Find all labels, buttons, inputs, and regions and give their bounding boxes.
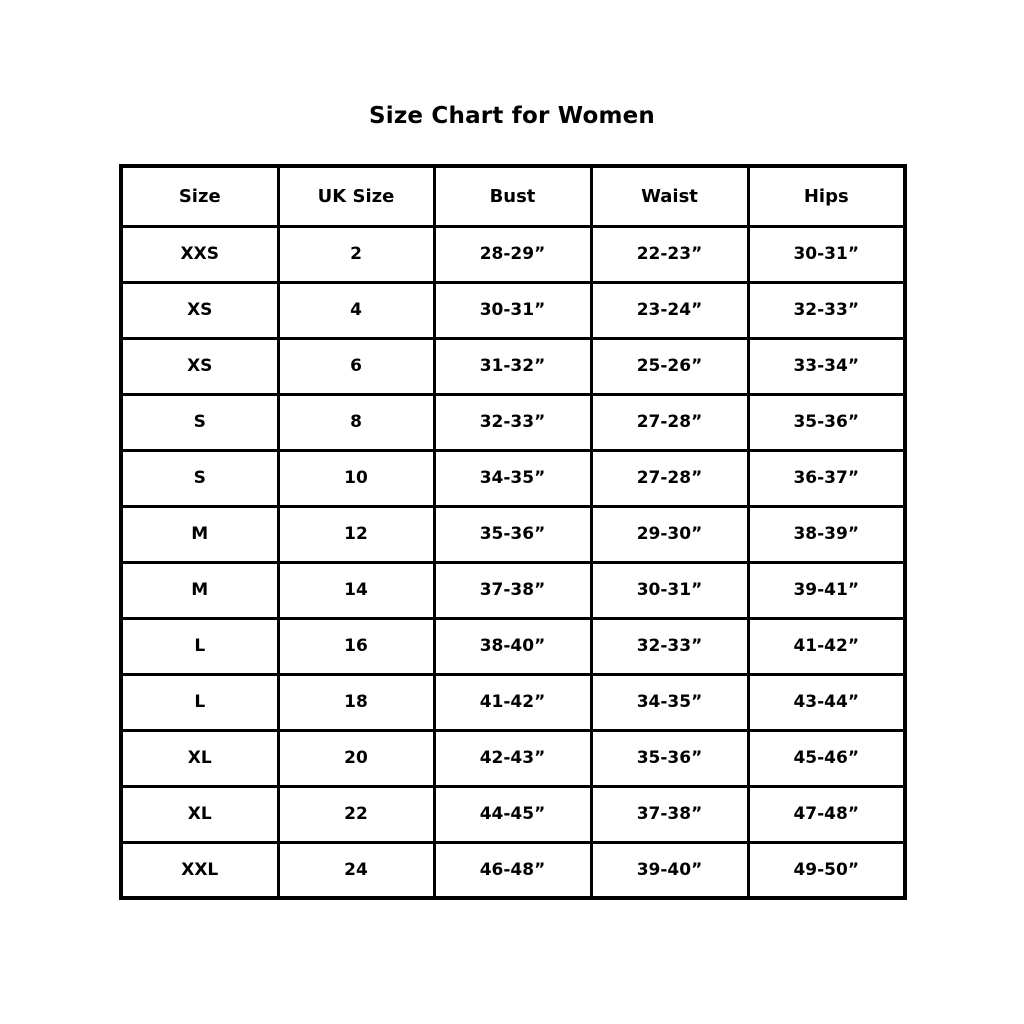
cell-size: XL	[121, 786, 278, 842]
cell-waist: 30-31”	[591, 562, 748, 618]
table-header	[121, 166, 905, 226]
table-row	[121, 450, 905, 506]
cell-waist: 23-24”	[591, 282, 748, 338]
cell-size: S	[121, 394, 278, 450]
cell-size: L	[121, 618, 278, 674]
cell-waist: 27-28”	[591, 450, 748, 506]
cell-uk-size: 14	[278, 562, 434, 618]
cell-hips: 45-46”	[748, 730, 905, 786]
page-title: Size Chart for Women	[368, 103, 655, 129]
table-row	[121, 786, 905, 842]
cell-hips: 32-33”	[748, 282, 905, 338]
cell-hips: 41-42”	[748, 618, 905, 674]
cell-uk-size: 8	[278, 394, 434, 450]
cell-bust: 42-43”	[434, 730, 591, 786]
cell-bust: 34-35”	[434, 450, 591, 506]
cell-hips: 36-37”	[748, 450, 905, 506]
cell-bust: 28-29”	[434, 226, 591, 282]
table-row	[121, 842, 905, 898]
cell-bust: 35-36”	[434, 506, 591, 562]
table-row	[121, 674, 905, 730]
cell-hips: 30-31”	[748, 226, 905, 282]
cell-uk-size: 20	[278, 730, 434, 786]
cell-hips: 47-48”	[748, 786, 905, 842]
cell-hips: 49-50”	[748, 842, 905, 898]
cell-size: XL	[121, 730, 278, 786]
cell-uk-size: 6	[278, 338, 434, 394]
cell-bust: 41-42”	[434, 674, 591, 730]
cell-size: XS	[121, 338, 278, 394]
cell-bust: 38-40”	[434, 618, 591, 674]
cell-waist: 22-23”	[591, 226, 748, 282]
column-header-waist: Waist	[591, 166, 748, 226]
cell-uk-size: 12	[278, 506, 434, 562]
cell-waist: 39-40”	[591, 842, 748, 898]
cell-uk-size: 2	[278, 226, 434, 282]
cell-uk-size: 22	[278, 786, 434, 842]
table-row	[121, 338, 905, 394]
cell-size: XXL	[121, 842, 278, 898]
cell-hips: 39-41”	[748, 562, 905, 618]
table-body	[121, 226, 905, 898]
cell-bust: 32-33”	[434, 394, 591, 450]
cell-bust: 30-31”	[434, 282, 591, 338]
cell-uk-size: 24	[278, 842, 434, 898]
cell-hips: 38-39”	[748, 506, 905, 562]
column-header-bust: Bust	[434, 166, 591, 226]
cell-size: XXS	[121, 226, 278, 282]
cell-size: M	[121, 506, 278, 562]
cell-hips: 33-34”	[748, 338, 905, 394]
column-header-uk-size: UK Size	[278, 166, 434, 226]
cell-uk-size: 4	[278, 282, 434, 338]
cell-waist: 34-35”	[591, 674, 748, 730]
cell-size: S	[121, 450, 278, 506]
cell-bust: 44-45”	[434, 786, 591, 842]
table-header-row	[121, 166, 905, 226]
table-row	[121, 282, 905, 338]
cell-bust: 46-48”	[434, 842, 591, 898]
cell-waist: 25-26”	[591, 338, 748, 394]
table-row	[121, 506, 905, 562]
cell-waist: 29-30”	[591, 506, 748, 562]
cell-waist: 27-28”	[591, 394, 748, 450]
cell-uk-size: 10	[278, 450, 434, 506]
column-header-size: Size	[121, 166, 278, 226]
table-row	[121, 730, 905, 786]
table-row	[121, 562, 905, 618]
cell-bust: 31-32”	[434, 338, 591, 394]
cell-uk-size: 18	[278, 674, 434, 730]
cell-uk-size: 16	[278, 618, 434, 674]
cell-waist: 37-38”	[591, 786, 748, 842]
column-header-hips: Hips	[748, 166, 905, 226]
cell-hips: 43-44”	[748, 674, 905, 730]
size-chart-table-wrapper	[119, 164, 905, 900]
cell-waist: 35-36”	[591, 730, 748, 786]
size-chart-table	[119, 164, 907, 900]
table-row	[121, 226, 905, 282]
table-row	[121, 618, 905, 674]
table-row	[121, 394, 905, 450]
cell-waist: 32-33”	[591, 618, 748, 674]
cell-hips: 35-36”	[748, 394, 905, 450]
cell-bust: 37-38”	[434, 562, 591, 618]
cell-size: XS	[121, 282, 278, 338]
cell-size: M	[121, 562, 278, 618]
cell-size: L	[121, 674, 278, 730]
